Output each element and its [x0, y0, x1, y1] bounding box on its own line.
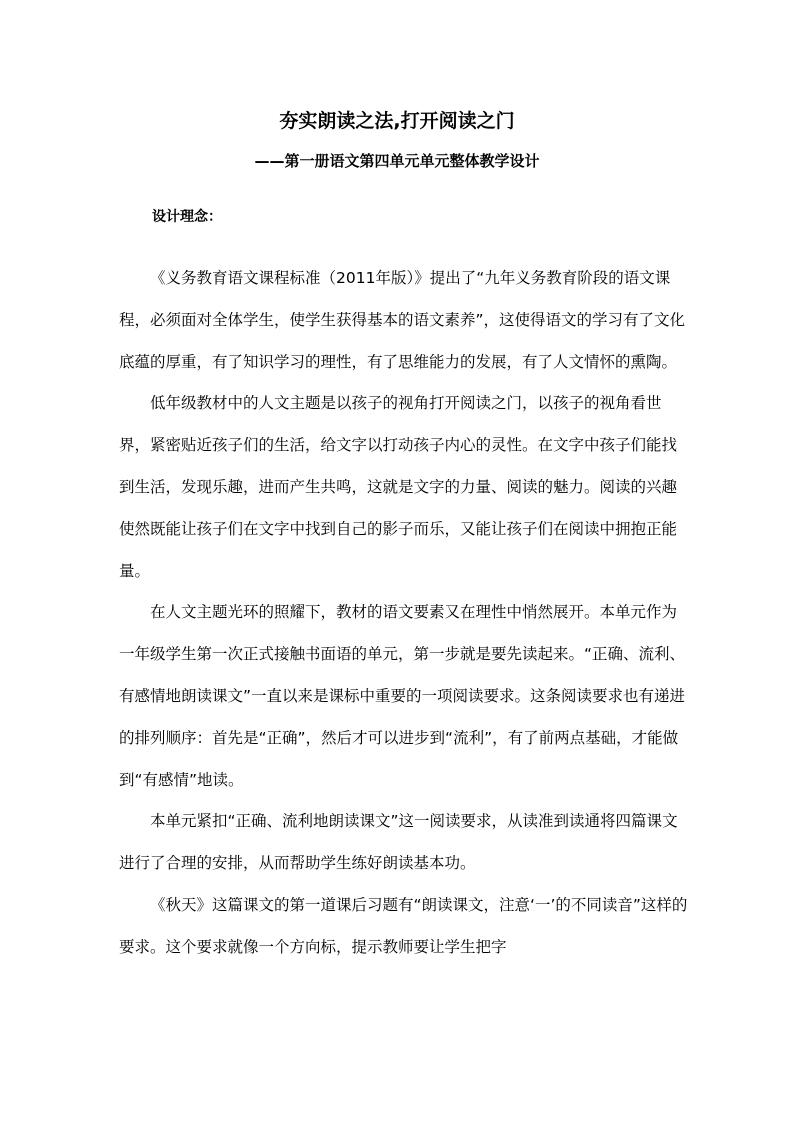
section-label: 设计理念： — [152, 209, 222, 225]
document-subtitle: ——第一册语文第四单元单元整体教学设计 — [254, 152, 540, 170]
document-title: 夯实朗读之法,打开阅读之门 — [279, 110, 515, 132]
document-body — [119, 258, 691, 969]
paragraph: 《义务教育语文课程标准（2011年版）》提出了“九年义务教育阶段的语文课程，必须面对全体学生，使学生获得基本的语文素养”，这使得语文的学习有了文化底蕴的厚重，有了知识学习的理性，有了思维能力的发展，有了人文情怀的熏陶。 — [119, 269, 686, 371]
paragraph: 在人文主题光环的照耀下，教材的语文要素又在理性中悄然展开。本单元作为一年级学生第一次正式接触书面语的单元，第一步就是要先读起来。“正确、流利、有感情地朗读课文”一直以来是课标中重要的一项阅读要求。这条阅读要求也有递进的排列顺序：首先是“正确”，然后才可以进步到“流利”，有了前两点基础，才能做到“有感情”地读。 — [119, 603, 686, 789]
paragraph: 本单元紧扣“正确、流利地朗读课文”这一阅读要求，从读准到读通将四篇课文进行了合理的安排，从而帮助学生练好朗读基本功。 — [119, 812, 678, 873]
paragraph: 低年级教材中的人文主题是以孩子的视角打开阅读之门，以孩子的视角看世界，紧密贴近孩子们的生活，给文字以打动孩子内心的灵性。在文字中孩子们能找到生活，发现乐趣，进而产生共鸣，这就是文字的力量、阅读的魅力。阅读的兴趣使然既能让孩子们在文字中找到自己的影子而乐，又能让孩子们在阅读中拥抱正能量。 — [119, 394, 678, 580]
paragraph: 《秋天》这篇课文的第一道课后习题有“朗读课文，注意‘一’的不同读音”这样的要求。这个要求就像一个方向标，提示教师要让学生把字 — [119, 895, 688, 956]
